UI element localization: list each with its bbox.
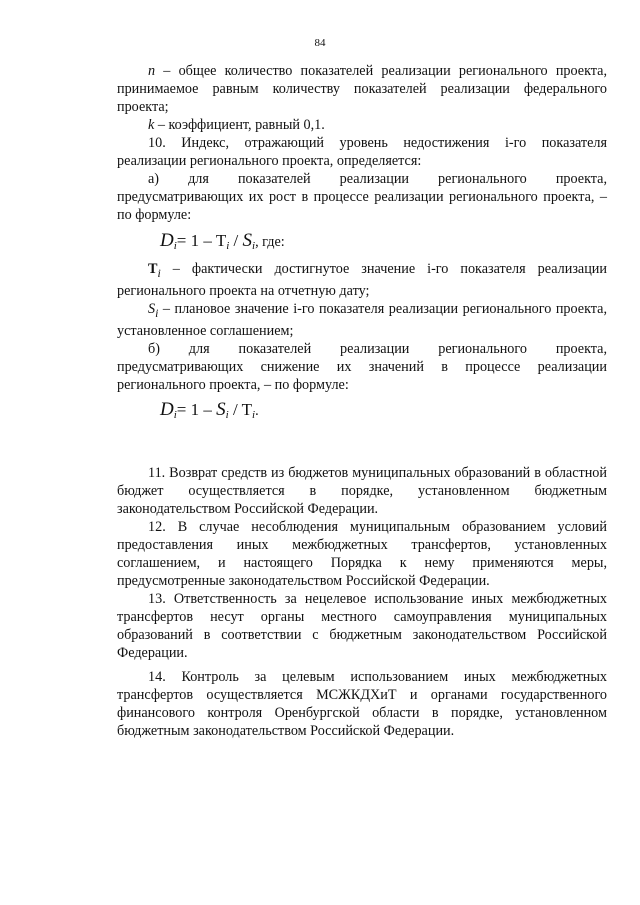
text-block-bottom xyxy=(117,464,607,740)
definition-s: $S_i$ – плановое значение i-го показателя реализации регионального проекта, установленное соглашением; xyxy=(117,300,607,339)
item-12: 12. В случае несоблюдения муниципальным образованием условий предоставления иных межбюджетных трансфертов, установленных соглашением, и настоящего Порядка к нему применяются меры, предусмотренные законодательством Российской Федерации. xyxy=(117,519,607,589)
item-14: 14. Контроль за целевым использованием иных межбюджетных трансфертов осуществляется МСЖКДХиТ и органами государственного финансового контроля Оренбургской области в порядке, установленном бюджетным законодательством Российской Федерации. xyxy=(117,669,607,739)
symbol-n: n xyxy=(148,63,156,79)
item-10: 10. Индекс, отражающий уровень недостижения i-го показателя реализации регионального проекта, определяется: xyxy=(117,135,607,169)
page-number: 84 xyxy=(314,37,326,49)
text-block-top xyxy=(117,62,607,224)
item-11: 11. Возврат средств из бюджетов муниципальных образований в областной бюджет осуществляется в порядке, установленном бюджетным законодательством Российской Федерации. xyxy=(117,465,607,517)
item-10-a: а) для показателей реализации регионального проекта, предусматривающих их рост в процессе реализации регионального проекта, – по формуле: xyxy=(117,171,607,223)
text-block-middle xyxy=(117,260,607,394)
formula-2-block xyxy=(117,399,607,422)
formula-1-block xyxy=(117,230,607,253)
definition-t: $T_i$ – фактически достигнутое значение i-го показателя реализации регионального проекта на отчетную дату; xyxy=(117,261,607,299)
definition-n: n – общее количество показателей реализации регионального проекта, принимаемое равным количеству показателей реализации федерального проекта; xyxy=(117,63,607,115)
symbol-k: k xyxy=(148,117,155,133)
item-13: 13. Ответственность за нецелевое использование иных межбюджетных трансфертов несут органы местного самоуправления муниципальных образований в соответствии с бюджетным законодательством Российской Федерации. xyxy=(117,591,607,661)
formula-1: $D_i= 1 - T_i / S_i$, где: xyxy=(160,230,285,252)
definition-k: k – коэффициент, равный 0,1. xyxy=(148,117,325,133)
item-10-b: б) для показателей реализации регионального проекта, предусматривающих снижение их значений в процессе реализации регионального проекта, – по формуле: xyxy=(117,340,607,393)
formula-2: $D_i= 1 - S_i / T_i$. xyxy=(160,399,259,421)
